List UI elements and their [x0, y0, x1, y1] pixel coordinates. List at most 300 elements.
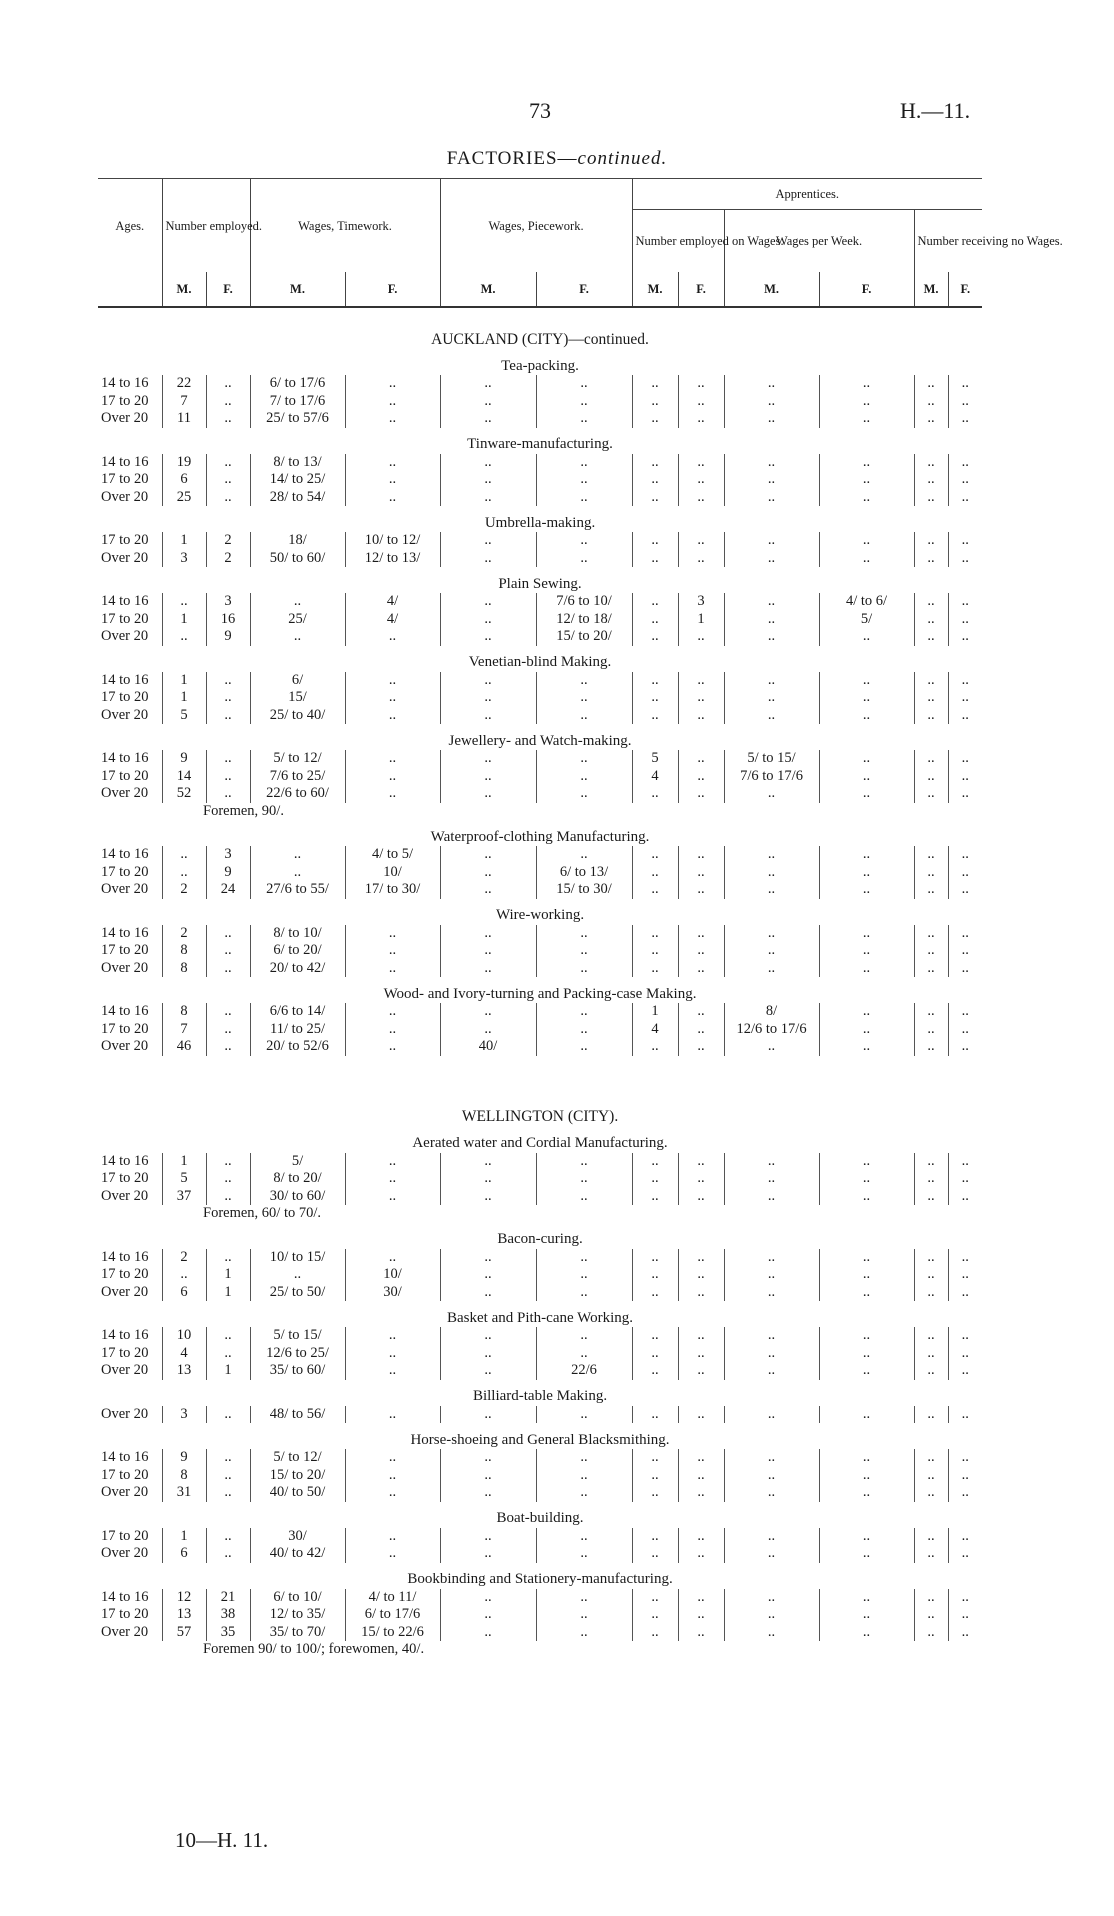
table-cell: .. [632, 1362, 678, 1380]
table-row [98, 846, 982, 864]
table-cell: .. [632, 593, 678, 611]
age-cell: 14 to 16 [98, 1589, 162, 1607]
age-cell: Over 20 [98, 550, 162, 568]
table-cell: .. [961, 593, 969, 609]
table-cell: .. [961, 488, 969, 505]
table-cell: 12/6 to 17/6 [724, 1021, 819, 1039]
table-cell: .. [536, 1038, 632, 1056]
age-cell: 14 to 16 [98, 454, 162, 472]
table-row [98, 1249, 982, 1267]
table-cell: .. [914, 1003, 948, 1021]
table-cell: .. [819, 1170, 914, 1188]
table-cell: .. [536, 1170, 632, 1188]
table-cell: 8/ to 10/ [250, 925, 345, 943]
table-cell: .. [724, 1406, 819, 1424]
note-row [98, 1205, 982, 1223]
table-cell: 1 [162, 1528, 206, 1546]
table-cell: 8 [162, 960, 206, 978]
table-cell: .. [961, 375, 969, 391]
table-cell: .. [440, 1284, 536, 1302]
table-row [98, 1170, 982, 1188]
table-cell: .. [632, 454, 678, 472]
table-cell: .. [678, 1188, 724, 1206]
table-cell: .. [724, 471, 819, 489]
age-cell: 17 to 20 [98, 393, 162, 411]
table-cell: 6 [162, 1545, 206, 1563]
table-cell: .. [914, 1484, 948, 1502]
table-cell: .. [678, 1153, 724, 1171]
table-cell: .. [536, 707, 632, 725]
table-cell: .. [678, 846, 724, 864]
table-cell: 57 [162, 1624, 206, 1642]
table-cell: .. [914, 1449, 948, 1467]
table-cell: .. [536, 768, 632, 786]
table-cell: .. [250, 846, 345, 864]
age-cell: 17 to 20 [98, 1528, 162, 1546]
title-main: FACTORIES— [446, 148, 578, 169]
table-cell: 5/ to 12/ [250, 1449, 345, 1467]
table-cell: .. [536, 1528, 632, 1546]
table-cell: .. [345, 471, 440, 489]
table-cell: .. [678, 393, 724, 411]
age-cell: 17 to 20 [98, 864, 162, 882]
page-number: 73 [529, 98, 551, 123]
table-cell: .. [206, 768, 250, 786]
table-cell: 5 [162, 1170, 206, 1188]
table-row [98, 750, 982, 768]
age-cell: Over 20 [98, 707, 162, 725]
age-cell: Over 20 [98, 1484, 162, 1502]
table-cell: .. [819, 375, 914, 393]
table-cell: .. [440, 1345, 536, 1363]
table-cell: 4/ to 5/ [345, 846, 440, 864]
age-cell: 17 to 20 [98, 1345, 162, 1363]
table-cell: 6/6 to 14/ [250, 1003, 345, 1021]
table-cell: 10/ to 15/ [250, 1249, 345, 1267]
table-cell: .. [536, 750, 632, 768]
table-cell: .. [440, 1266, 536, 1284]
table-cell: .. [678, 1003, 724, 1021]
trade-heading-row [98, 1423, 982, 1449]
trade-heading: Aerated water and Cordial Manufacturing. [412, 1135, 668, 1151]
table-cell: 7 [162, 393, 206, 411]
table-cell: 10/ [345, 1266, 440, 1284]
foremen-note: Foremen, 90/. [203, 802, 284, 819]
table-cell: .. [914, 689, 948, 707]
table-cell: .. [632, 1038, 678, 1056]
table-cell: .. [206, 672, 250, 690]
table-cell: .. [536, 1327, 632, 1345]
table-cell: .. [678, 925, 724, 943]
header-f: F. [206, 272, 250, 307]
trade-heading: Tea-packing. [501, 357, 579, 374]
table-cell: .. [440, 1606, 536, 1624]
trade-heading-row [98, 1563, 982, 1589]
table-row [98, 1362, 982, 1380]
table-cell: .. [440, 672, 536, 690]
header-m: M. [724, 272, 819, 307]
table-cell: .. [819, 393, 914, 411]
table-cell: .. [961, 453, 969, 470]
table-cell: 13 [162, 1362, 206, 1380]
table-cell: .. [345, 1003, 440, 1021]
table-cell: .. [206, 1038, 250, 1056]
table-cell: .. [678, 628, 724, 646]
table-cell: .. [632, 1484, 678, 1502]
section-heading-row [98, 307, 982, 349]
table-cell: 12/6 to 25/ [250, 1345, 345, 1363]
table-cell: 35/ to 60/ [250, 1362, 345, 1380]
table-cell: .. [678, 1038, 724, 1056]
note-row [98, 1641, 982, 1659]
trade-heading: Horse-shoeing and General Blacksmithing. [410, 1431, 670, 1448]
table-cell: .. [724, 1449, 819, 1467]
table-cell: .. [678, 1345, 724, 1363]
table-cell: .. [632, 1170, 678, 1188]
table-cell: .. [536, 1188, 632, 1206]
table-cell: .. [345, 768, 440, 786]
table-cell: .. [345, 1467, 440, 1485]
trade-heading: Tinware-manufacturing. [467, 436, 613, 452]
table-cell: 2 [206, 550, 250, 568]
table-cell: .. [724, 393, 819, 411]
table-cell: 1 [206, 1266, 250, 1284]
table-row [98, 1003, 982, 1021]
table-cell: .. [724, 1606, 819, 1624]
table-cell: 7/6 to 25/ [250, 768, 345, 786]
table-cell: .. [440, 1003, 536, 1021]
trade-heading-row [98, 1380, 982, 1406]
table-cell: .. [914, 942, 948, 960]
table-cell: .. [961, 1266, 969, 1282]
table-cell: 25/ to 40/ [250, 707, 345, 725]
table-cell: .. [678, 454, 724, 472]
table-cell: 9 [206, 864, 250, 882]
header-m: M. [440, 272, 536, 307]
table-cell: .. [819, 1545, 914, 1563]
table-cell: 35 [206, 1624, 250, 1642]
table-cell: 6/ to 17/6 [250, 375, 345, 393]
table-cell: .. [914, 1606, 948, 1624]
table-row [98, 707, 982, 725]
table-cell: .. [632, 689, 678, 707]
table-cell: .. [632, 1606, 678, 1624]
age-cell: 14 to 16 [98, 1327, 162, 1345]
table-cell: .. [819, 1449, 914, 1467]
header-f: F. [819, 272, 914, 307]
table-row [98, 393, 982, 411]
table-cell: .. [536, 1021, 632, 1039]
table-cell: 22/6 to 60/ [250, 785, 345, 803]
table-cell: .. [678, 1362, 724, 1380]
header-wages-timework: Wages, Timework. [250, 179, 440, 273]
table-cell: .. [724, 628, 819, 646]
table-cell: .. [914, 864, 948, 882]
table-cell: .. [914, 925, 948, 943]
table-cell: .. [632, 410, 678, 428]
table-cell: .. [678, 550, 724, 568]
table-cell: .. [632, 1284, 678, 1302]
table-row [98, 1449, 982, 1467]
table-cell: .. [536, 846, 632, 864]
trade-heading: Waterproof-clothing Manufacturing. [430, 828, 650, 845]
table-cell: .. [961, 1327, 969, 1343]
table-cell: .. [678, 1449, 724, 1467]
table-cell: 31 [162, 1484, 206, 1502]
table-row [98, 1153, 982, 1171]
table-cell: .. [914, 471, 948, 489]
table-cell: .. [632, 393, 678, 411]
trade-heading-row [98, 724, 982, 750]
table-cell: .. [206, 689, 250, 707]
table-cell: 5/ [250, 1153, 345, 1171]
table-cell: .. [632, 707, 678, 725]
age-cell: 14 to 16 [98, 1249, 162, 1267]
table-cell: .. [819, 1467, 914, 1485]
table-cell: .. [206, 1467, 250, 1485]
table-cell: .. [724, 1484, 819, 1502]
table-cell: .. [724, 942, 819, 960]
table-cell: 4 [632, 768, 678, 786]
table-cell: .. [345, 1345, 440, 1363]
table-cell: .. [819, 864, 914, 882]
table-cell: .. [678, 489, 724, 507]
header-wages-piecework: Wages, Piecework. [440, 179, 632, 273]
table-cell: 5 [162, 707, 206, 725]
age-cell: 17 to 20 [98, 532, 162, 550]
table-cell: 7/6 to 10/ [536, 593, 632, 611]
table-cell: .. [914, 1284, 948, 1302]
table-cell: .. [632, 1188, 678, 1206]
table-cell: .. [914, 1188, 948, 1206]
table-cell: .. [345, 1188, 440, 1206]
table-cell: .. [440, 1170, 536, 1188]
header-m: M. [250, 272, 345, 307]
trade-heading: Basket and Pith-cane Working. [447, 1309, 633, 1326]
table-cell: 1 [678, 611, 724, 629]
table-cell: .. [724, 1345, 819, 1363]
table-cell: .. [724, 1284, 819, 1302]
table-cell: 4 [632, 1021, 678, 1039]
table-cell: 3 [678, 593, 724, 611]
table-cell: .. [961, 1020, 969, 1037]
table-cell: .. [440, 454, 536, 472]
table-cell: 1 [632, 1003, 678, 1021]
table-cell: .. [536, 532, 632, 550]
table-cell: .. [914, 768, 948, 786]
table-cell: .. [345, 750, 440, 768]
table-row [98, 1327, 982, 1345]
trade-heading-row [98, 428, 982, 454]
table-cell: .. [961, 1248, 969, 1265]
table-cell: .. [536, 1606, 632, 1624]
table-cell: .. [632, 1528, 678, 1546]
table-cell: .. [819, 672, 914, 690]
table-cell: .. [206, 1406, 250, 1424]
table-cell: .. [961, 1187, 969, 1204]
table-cell: .. [819, 532, 914, 550]
table-cell: .. [536, 1467, 632, 1485]
table-cell: .. [724, 1545, 819, 1563]
table-cell: .. [678, 1545, 724, 1563]
table-cell: .. [206, 410, 250, 428]
table-cell: 5/ [819, 611, 914, 629]
section-gap [98, 1056, 982, 1086]
table-row [98, 1589, 982, 1607]
table-cell: .. [206, 393, 250, 411]
age-cell: 14 to 16 [98, 593, 162, 611]
table-cell: .. [206, 1449, 250, 1467]
factories-table [98, 178, 1063, 1659]
table-cell: 6/ to 17/6 [345, 1606, 440, 1624]
table-row [98, 1284, 982, 1302]
table-cell: 11 [162, 410, 206, 428]
table-cell: .. [819, 1362, 914, 1380]
table-cell: .. [345, 1449, 440, 1467]
table-cell: .. [724, 672, 819, 690]
age-cell: 14 to 16 [98, 750, 162, 768]
table-cell: .. [819, 960, 914, 978]
table-cell: .. [345, 942, 440, 960]
table-cell: .. [345, 1406, 440, 1424]
table-cell: .. [536, 1449, 632, 1467]
table-cell: .. [632, 960, 678, 978]
table-cell: .. [206, 471, 250, 489]
table-cell: 9 [206, 628, 250, 646]
table-cell: 6/ to 10/ [250, 1589, 345, 1607]
table-row [98, 1467, 982, 1485]
age-cell: 17 to 20 [98, 1170, 162, 1188]
table-cell: 24 [206, 881, 250, 899]
table-cell: .. [961, 610, 969, 627]
table-cell: .. [632, 1249, 678, 1267]
table-cell: 40/ [440, 1038, 536, 1056]
table-cell: .. [819, 1624, 914, 1642]
table-cell: .. [345, 925, 440, 943]
table-row [98, 1188, 982, 1206]
trade-heading-row [98, 820, 982, 846]
header-f: F. [345, 272, 440, 307]
table-cell: .. [536, 1345, 632, 1363]
table-cell: .. [914, 785, 948, 803]
age-cell: 17 to 20 [98, 942, 162, 960]
table-cell: 12 [162, 1589, 206, 1607]
table-cell: .. [536, 1003, 632, 1021]
age-cell: 17 to 20 [98, 1021, 162, 1039]
table-cell: .. [440, 768, 536, 786]
table-cell: .. [440, 707, 536, 725]
header-no-wages: Number receiving no Wages. [917, 234, 1063, 248]
table-cell: .. [961, 628, 969, 644]
table-cell: .. [961, 706, 969, 723]
table-cell: .. [632, 881, 678, 899]
age-cell: 14 to 16 [98, 1153, 162, 1171]
table-cell: .. [345, 1327, 440, 1345]
table-cell: .. [819, 628, 914, 646]
table-cell: 5/ to 15/ [250, 1327, 345, 1345]
table-cell: .. [961, 863, 969, 880]
table-row [98, 628, 982, 646]
table-cell: .. [440, 1528, 536, 1546]
table-cell: .. [724, 925, 819, 943]
table-cell: 2 [162, 881, 206, 899]
table-cell: .. [250, 628, 345, 646]
table-cell: .. [678, 689, 724, 707]
table-row [98, 532, 982, 550]
trade-heading: Wire-working. [495, 907, 585, 923]
table-cell: .. [961, 671, 969, 688]
table-cell: .. [536, 1545, 632, 1563]
table-cell: .. [536, 1266, 632, 1284]
table-cell: .. [345, 1153, 440, 1171]
table-cell: .. [724, 611, 819, 629]
table-cell: .. [724, 881, 819, 899]
table-row [98, 1528, 982, 1546]
table-cell: .. [440, 593, 536, 611]
table-cell: .. [678, 1266, 724, 1284]
table-cell: .. [678, 785, 724, 803]
table-cell: .. [345, 1021, 440, 1039]
age-cell: 14 to 16 [98, 925, 162, 943]
age-cell: 17 to 20 [98, 689, 162, 707]
table-row [98, 1266, 982, 1284]
table-cell: .. [440, 1406, 536, 1424]
table-cell: 6/ to 13/ [536, 864, 632, 882]
trade-heading-row [98, 567, 982, 593]
table-cell: .. [162, 593, 206, 611]
table-cell: .. [162, 846, 206, 864]
table-cell: .. [440, 375, 536, 393]
table-cell: .. [536, 550, 632, 568]
table-cell: 14/ to 25/ [250, 471, 345, 489]
table-cell: .. [162, 1266, 206, 1284]
table-cell: 30/ to 60/ [250, 1188, 345, 1206]
table-cell: .. [632, 785, 678, 803]
table-cell: .. [724, 1249, 819, 1267]
table-cell: 15/ to 22/6 [345, 1624, 440, 1642]
table-cell: .. [914, 628, 948, 646]
age-cell: 17 to 20 [98, 768, 162, 786]
table-cell: .. [678, 1467, 724, 1485]
table-cell: .. [961, 1003, 969, 1019]
table-cell: .. [914, 550, 948, 568]
table-cell: 38 [206, 1606, 250, 1624]
table-cell: 18/ [250, 532, 345, 550]
table-cell: .. [678, 864, 724, 882]
table-cell: .. [440, 960, 536, 978]
table-cell: .. [678, 1484, 724, 1502]
table-cell: .. [678, 672, 724, 690]
table-cell: .. [536, 942, 632, 960]
table-cell: .. [536, 925, 632, 943]
table-cell: .. [724, 593, 819, 611]
table-cell: .. [961, 1405, 969, 1422]
table-cell: .. [440, 628, 536, 646]
table-cell: .. [914, 393, 948, 411]
table-cell: 7/6 to 17/6 [724, 768, 819, 786]
table-cell: .. [914, 1467, 948, 1485]
table-row [98, 942, 982, 960]
table-cell: .. [440, 550, 536, 568]
table-cell: .. [440, 785, 536, 803]
table-cell: 7 [162, 1021, 206, 1039]
table-cell: .. [678, 1606, 724, 1624]
header-m: M. [162, 272, 206, 307]
table-cell: .. [819, 1484, 914, 1502]
table-cell: .. [345, 454, 440, 472]
table-row [98, 471, 982, 489]
trade-heading: Jewellery- and Watch-making. [448, 732, 632, 749]
